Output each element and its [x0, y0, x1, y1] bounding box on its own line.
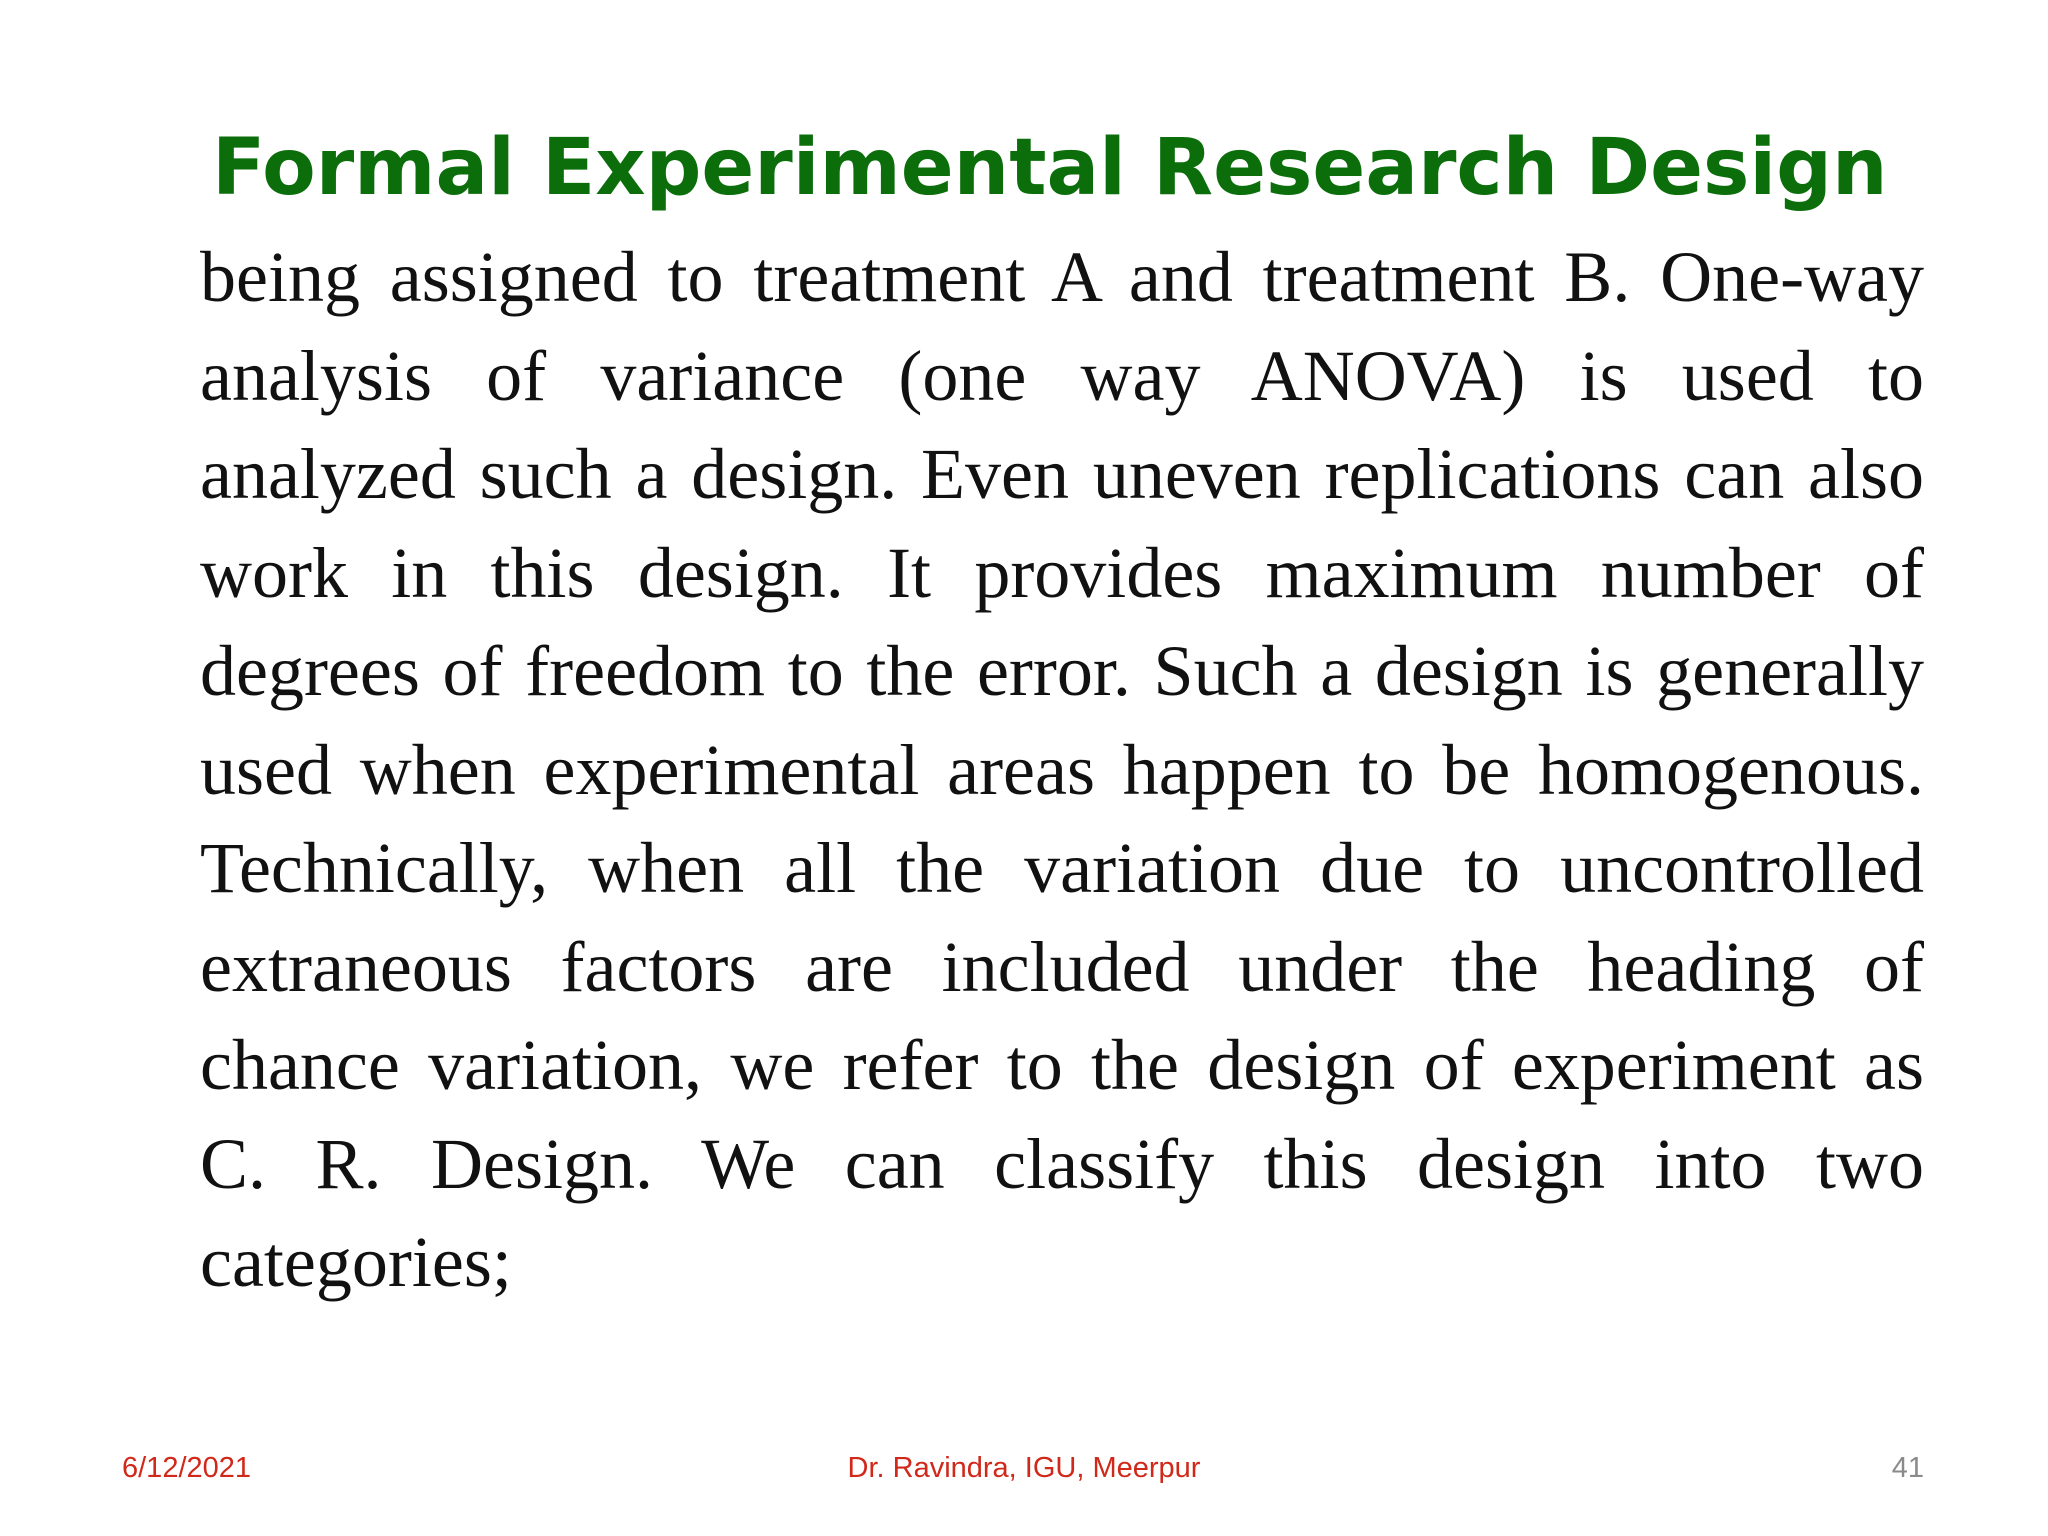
footer-date: 6/12/2021 [122, 1452, 252, 1484]
body-line: categories; [200, 1222, 512, 1302]
footer-page-number: 41 [1891, 1452, 1924, 1484]
body-line: Technically, when all the variation due to uncontrolled [200, 828, 1924, 908]
body-line: analysis of variance (one way ANOVA) is used to [200, 335, 1924, 416]
body-line: work in this design. It provides maximum number of [200, 532, 1924, 613]
body-line: extraneous factors are included under the heading of [200, 926, 1924, 1007]
body-line: degrees of freedom to the error. Such a design is generally [200, 631, 1924, 711]
body-line: C. R. Design. We can classify this design into two [200, 1123, 1924, 1204]
body-line: used when experimental areas happen to be homogenous. [200, 729, 1924, 810]
slide-title: Formal Experimental Research Design [212, 123, 1888, 213]
body-line: analyzed such a design. Even uneven replications can also [200, 434, 1924, 514]
body-line: being assigned to treatment A and treatment B. One-way [200, 237, 1924, 317]
body-line: chance variation, we refer to the design of experiment as [200, 1025, 1924, 1105]
footer-author: Dr. Ravindra, IGU, Meerpur [847, 1452, 1201, 1484]
slide-body-text [200, 228, 1924, 1312]
